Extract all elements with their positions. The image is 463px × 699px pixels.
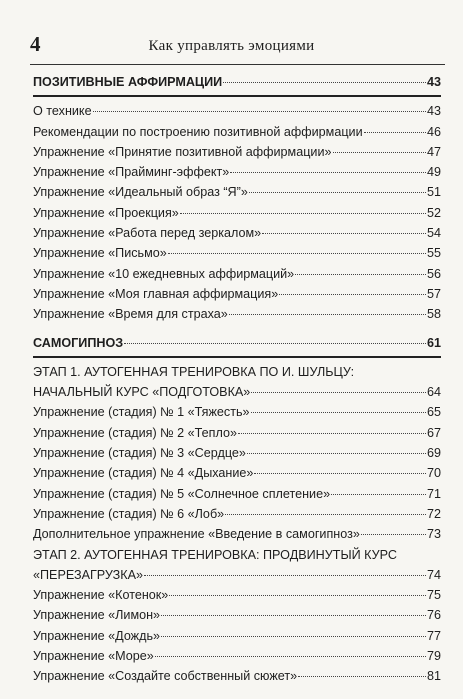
dot-leader: [295, 274, 426, 275]
toc-entry-list: [33, 101, 441, 324]
dot-leader: [168, 253, 426, 254]
entry-title: Упражнение (стадия) № 1 «Тяжесть»: [33, 405, 250, 420]
toc-stage-entry[interactable]: [33, 565, 441, 585]
dot-leader: [238, 433, 426, 434]
page-ref: 56: [426, 266, 441, 281]
toc-entry[interactable]: [33, 484, 441, 504]
toc-entry[interactable]: [33, 182, 441, 202]
dot-leader: [161, 615, 426, 616]
dot-leader: [229, 314, 426, 315]
entry-title: Упражнение «Принятие позитивной аффирмации»: [33, 144, 332, 159]
entry-title: Упражнение (стадия) № 3 «Сердце»: [33, 446, 246, 461]
toc-entry[interactable]: [33, 585, 441, 605]
entry-title: Упражнение «Лимон»: [33, 608, 161, 623]
toc-section-heading[interactable]: [33, 333, 441, 353]
page-number: 4: [30, 32, 41, 56]
dot-leader: [144, 575, 426, 576]
entry-title: Упражнение «Идеальный образ “Я”»: [33, 185, 248, 200]
stage-title-line: «ПЕРЕЗАГРУЗКА»: [33, 567, 143, 582]
page-ref: 70: [426, 466, 441, 481]
dot-leader: [247, 453, 426, 454]
toc-entry[interactable]: [33, 504, 441, 524]
page-ref: 43: [426, 104, 441, 119]
entry-title: Упражнение «Создайте собственный сюжет»: [33, 669, 298, 684]
table-of-contents: [33, 72, 441, 687]
dot-leader: [262, 233, 426, 234]
entry-title: Упражнение «Письмо»: [33, 246, 167, 261]
page-ref: 57: [426, 286, 441, 301]
dot-leader: [230, 172, 426, 173]
page-ref: 54: [426, 226, 441, 241]
page-ref: 81: [426, 669, 441, 684]
toc-entry[interactable]: [33, 142, 441, 162]
page-ref: 43: [426, 75, 441, 89]
running-title: Как управлять эмоциями: [148, 38, 315, 54]
page-ref: 67: [426, 425, 441, 440]
toc-entry[interactable]: [33, 162, 441, 182]
page-ref: 47: [426, 144, 441, 159]
entry-title: Упражнение (стадия) № 4 «Дыхание»: [33, 466, 254, 481]
entry-title: Упражнение «Время для страха»: [33, 307, 228, 322]
entry-title: Упражнение (стадия) № 2 «Тепло»: [33, 425, 237, 440]
dot-leader: [124, 343, 426, 344]
stage-title-line[interactable]: ЭТАП 1. АУТОГЕННАЯ ТРЕНИРОВКА ПО И. ШУЛЬЦУ:: [33, 364, 355, 379]
header-divider: [30, 64, 445, 65]
page-ref: 77: [426, 628, 441, 643]
dot-leader: [161, 636, 426, 637]
entry-title: Упражнение «Проекция»: [33, 205, 179, 220]
entry-title: Упражнение «Работа перед зеркалом»: [33, 226, 262, 241]
dot-leader: [180, 213, 426, 214]
page-ref: 74: [426, 567, 441, 582]
dot-leader: [298, 676, 426, 677]
toc-entry-list: [33, 402, 441, 544]
entry-title: Упражнение (стадия) № 5 «Солнечное сплетение»: [33, 486, 331, 501]
toc-entry[interactable]: [33, 605, 441, 625]
page-ref: 58: [426, 307, 441, 322]
dot-leader: [155, 656, 426, 657]
page-ref: 49: [426, 165, 441, 180]
entry-title: Рекомендации по построению позитивной аффирмации: [33, 124, 363, 139]
entry-title: Упражнение «Моя главная аффирмация»: [33, 286, 279, 301]
entry-title: Упражнение «Прайминг-эффект»: [33, 165, 230, 180]
dot-leader: [333, 152, 426, 153]
entry-title: Упражнение «Котенок»: [33, 588, 169, 603]
page-ref: 46: [426, 124, 441, 139]
toc-stage-entry[interactable]: [33, 382, 441, 402]
toc-entry[interactable]: [33, 304, 441, 324]
dot-leader: [364, 132, 426, 133]
dot-leader: [169, 595, 426, 596]
page-ref: 55: [426, 246, 441, 261]
toc-entry[interactable]: [33, 243, 441, 263]
section-title: ПОЗИТИВНЫЕ АФФИРМАЦИИ: [33, 75, 223, 89]
entry-title: Упражнение «Море»: [33, 649, 154, 664]
toc-entry[interactable]: [33, 264, 441, 284]
page-ref: 76: [426, 608, 441, 623]
page-ref: 52: [426, 205, 441, 220]
section-divider: [33, 95, 441, 97]
page-ref: 71: [426, 486, 441, 501]
dot-leader: [225, 514, 426, 515]
page-ref: 72: [426, 506, 441, 521]
page-ref: 73: [426, 527, 441, 542]
stage-title-line: НАЧАЛЬНЫЙ КУРС «ПОДГОТОВКА»: [33, 385, 251, 400]
dot-leader: [279, 294, 426, 295]
entry-title: О технике: [33, 104, 92, 119]
page-ref: 75: [426, 588, 441, 603]
toc-entry[interactable]: [33, 666, 441, 686]
toc-entry[interactable]: [33, 284, 441, 304]
page-ref: 79: [426, 649, 441, 664]
toc-entry[interactable]: [33, 443, 441, 463]
toc-entry[interactable]: [33, 626, 441, 646]
dot-leader: [251, 392, 426, 393]
toc-section-heading[interactable]: [33, 72, 441, 92]
page-ref: 61: [426, 335, 441, 350]
page-ref: 51: [426, 185, 441, 200]
dot-leader: [249, 192, 426, 193]
toc-entry[interactable]: [33, 402, 441, 422]
entry-title: Упражнение (стадия) № 6 «Лоб»: [33, 506, 225, 521]
entry-title: Дополнительное упражнение «Введение в самогипноз»: [33, 527, 360, 542]
dot-leader: [331, 494, 426, 495]
page-ref: 64: [426, 385, 441, 400]
toc-entry[interactable]: [33, 122, 441, 142]
dot-leader: [223, 82, 426, 83]
entry-title: Упражнение «10 ежедневных аффирмаций»: [33, 266, 295, 281]
page-ref: 69: [426, 446, 441, 461]
dot-leader: [254, 473, 426, 474]
section-title: САМОГИПНОЗ: [33, 335, 124, 350]
toc-entry[interactable]: [33, 646, 441, 666]
toc-entry-list: [33, 585, 441, 686]
section-divider: [33, 356, 441, 358]
page-ref: 65: [426, 405, 441, 420]
toc-entry[interactable]: [33, 524, 441, 544]
dot-leader: [93, 111, 426, 112]
toc-entry[interactable]: [33, 101, 441, 121]
stage-title-line[interactable]: ЭТАП 2. АУТОГЕННАЯ ТРЕНИРОВКА: ПРОДВИНУТЫЙ КУРС: [33, 547, 397, 562]
entry-title: Упражнение «Дождь»: [33, 628, 161, 643]
toc-entry[interactable]: [33, 203, 441, 223]
dot-leader: [361, 534, 426, 535]
dot-leader: [251, 412, 426, 413]
toc-entry[interactable]: [33, 423, 441, 443]
toc-entry[interactable]: [33, 223, 441, 243]
toc-entry[interactable]: [33, 463, 441, 483]
